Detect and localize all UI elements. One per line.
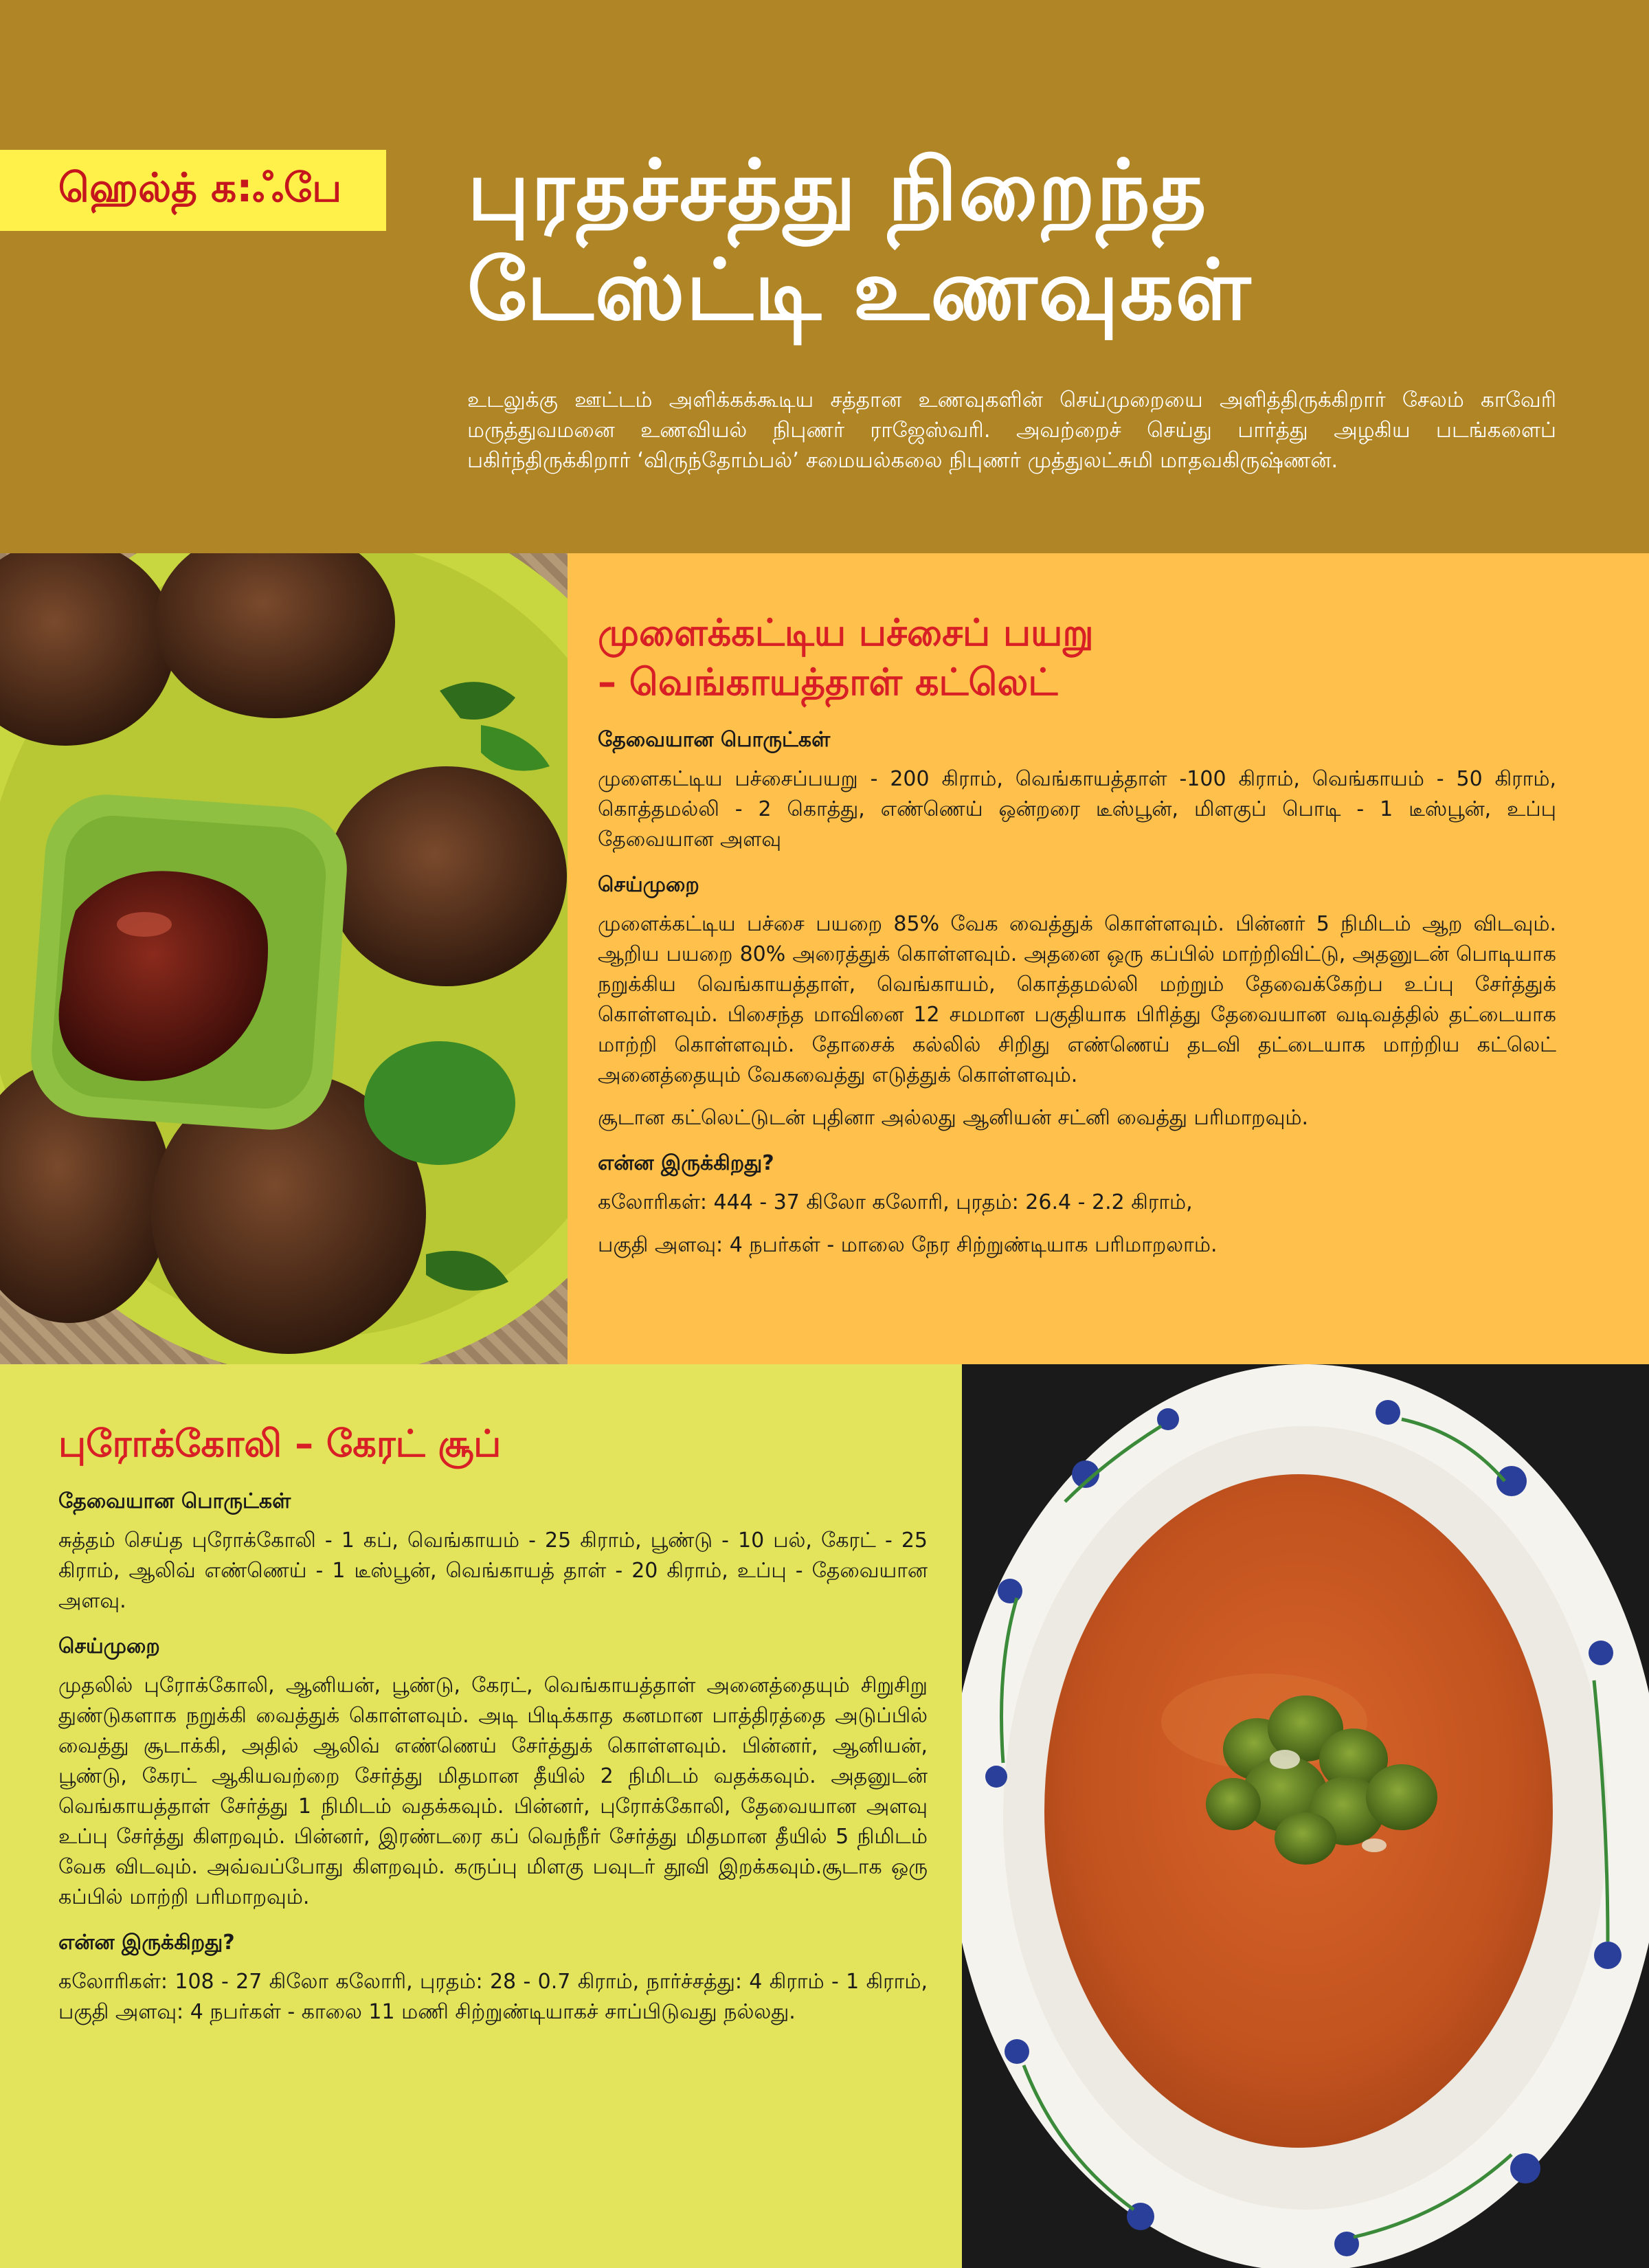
recipe-soup-section	[0, 1364, 1649, 2268]
page-title	[467, 141, 1622, 340]
intro-paragraph: உடலுக்கு ஊட்டம் அளிக்கக்கூடிய சத்தான உணவுகளின் செய்முறையை அளித்திருக்கிறார் சேலம் காவேரி மருத்துவமனை உணவியல் நிபுணர் ராஜேஸ்வரி. அவற்றைச் செய்து பார்த்து அழகிய படங்களைப் பகிர்ந்திருக்கிறார் ‘விருந்தோம்பல்’ சமையல்கலை நிபுணர் முத்துலட்சுமி மாதவகிருஷ்ணன்.	[467, 388, 1556, 473]
soup-illustration	[962, 1364, 1649, 2268]
cutlet-illustration	[0, 553, 568, 1364]
cutlet-method-2: சூடான கட்லெட்டுடன் புதினா அல்லது ஆனியன் சட்னி வைத்து பரிமாறவும்.	[598, 1106, 1309, 1130]
soup-recipe-title: புரோக்கோலி – கேரட் சூப்	[58, 1422, 502, 1465]
cutlet-recipe-title-line-1: முளைக்கட்டிய பச்சைப் பயறு	[598, 611, 1094, 654]
cutlet-recipe-title	[598, 608, 1556, 707]
cutlet-ingredients-heading: தேவையான பொருட்கள்	[598, 728, 831, 752]
page-title-line-2: டேஸ்ட்டி உணவுகள்	[467, 241, 1253, 339]
soup-recipe-text	[58, 1419, 928, 2040]
soup-ingredients: சுத்தம் செய்த புரோக்கோலி - 1 கப், வெங்காயம் - 25 கிராம், பூண்டு - 10 பல், கேரட் - 25 கிராம், ஆலிவ் எண்ணெய் - 1 டீஸ்பூன், வெங்காயத் தாள் - 20 கிராம், உப்பு - தேவையான அளவு.	[58, 1528, 928, 1613]
page-title-line-1: புரதச்சத்து நிறைந்த	[467, 142, 1208, 239]
soup-method: முதலில் புரோக்கோலி, ஆனியன், பூண்டு, கேரட், வெங்காயத்தாள் அனைத்தையும் சிறுசிறு துண்டுகளாக நறுக்கி வைத்துக் கொள்ளவும். அடி பிடிக்காத கனமான பாத்திரத்தை அடுப்பில் வைத்து சூடாக்கி, அதில் ஆலிவ் எண்ணெய் சேர்த்துக் கொள்ளவும். பின்னர், ஆனியன், பூண்டு, கேரட் ஆகியவற்றை சேர்த்து மிதமான தீயில் 2 நிமிடம் வதக்கவும். அதனுடன் வெங்காயத்தாள் சேர்த்து 1 நிமிடம் வதக்கவும். பின்னர், புரோக்கோலி, தேவையான அளவு உப்பு சேர்த்து கிளறவும். பின்னர், இரண்டரை கப் வெந்நீர் சேர்த்து மிதமான தீயில் 5 நிமிடம் வேக விடவும். அவ்வப்போது கிளறவும். கருப்பு மிளகு பவுடர் தூவி இறக்கவும்.சூடாக ஒரு கப்பில் மாற்றி பரிமாறவும்.	[58, 1674, 928, 1909]
soup-nutrition: கலோரிகள்: 108 - 27 கிலோ கலோரி, புரதம்: 28 - 0.7 கிராம், நார்ச்சத்து: 4 கிராம் - 1 கிராம், பகுதி அளவு: 4 நபர்கள் - காலை 11 மணி சிற்றுண்டியாகச் சாப்பிடுவது நல்லது.	[58, 1970, 928, 2024]
soup-nutrition-heading: என்ன இருக்கிறது?	[58, 1931, 235, 1955]
cutlet-method-1: முளைக்கட்டிய பச்சை பயறை 85% வேக வைத்துக் கொள்ளவும். பின்னர் 5 நிமிடம் ஆற விடவும். ஆறிய பயறை 80% அரைத்துக் கொள்ளவும். அதனை ஒரு கப்பில் மாற்றிவிட்டு, அதனுடன் பொடியாக நறுக்கிய வெங்காயத்தாள், வெங்காயம், கொத்தமல்லி மற்றும் தேவைக்கேற்ப உப்பு சேர்த்துக் கொள்ளவும். பிசைந்த மாவினை 12 சமமான பகுதியாக பிரித்து தேவையான வடிவத்தில் தட்டையாக மாற்றி கொள்ளவும். தோசைக் கல்லில் சிறிது எண்ணெய் தடவி தட்டையாக மாற்றிய கட்லெட் அனைத்தையும் வேகவைத்து எடுத்துக் கொள்ளவும்.	[598, 912, 1556, 1087]
cutlet-method-heading: செய்முறை	[598, 873, 699, 897]
cutlet-nutrition-2: பகுதி அளவு: 4 நபர்கள் - மாலை நேர சிற்றுண்டியாக பரிமாறலாம்.	[598, 1233, 1218, 1257]
cutlet-nutrition-1: கலோரிகள்: 444 - 37 கிலோ கலோரி, புரதம்: 26.4 - 2.2 கிராம்,	[598, 1190, 1193, 1214]
cutlet-ingredients: முளைகட்டிய பச்சைப்பயறு - 200 கிராம், வெங்காயத்தாள் -100 கிராம், வெங்காயம் - 50 கிராம், கொத்தமல்லி - 2 கொத்து, எண்ணெய் ஒன்றரை டீஸ்பூன், மிளகுப் பொடி - 1 டீஸ்பூன், உப்பு தேவையான அளவு	[598, 767, 1556, 852]
cutlet-recipe-text	[598, 608, 1556, 1273]
header-banner	[0, 0, 1649, 553]
cutlet-recipe-title-line-2: – வெங்காயத்தாள் கட்லெட்	[598, 660, 1058, 704]
cutlet-nutrition-heading: என்ன இருக்கிறது?	[598, 1151, 774, 1175]
soup-photo	[962, 1364, 1649, 2268]
soup-ingredients-heading: தேவையான பொருட்கள்	[58, 1489, 291, 1513]
cutlet-photo	[0, 553, 568, 1364]
section-tag: ஹெல்த் க:ஃபே	[0, 150, 386, 231]
soup-method-heading: செய்முறை	[58, 1634, 160, 1658]
recipe-cutlet-section	[0, 553, 1649, 1364]
